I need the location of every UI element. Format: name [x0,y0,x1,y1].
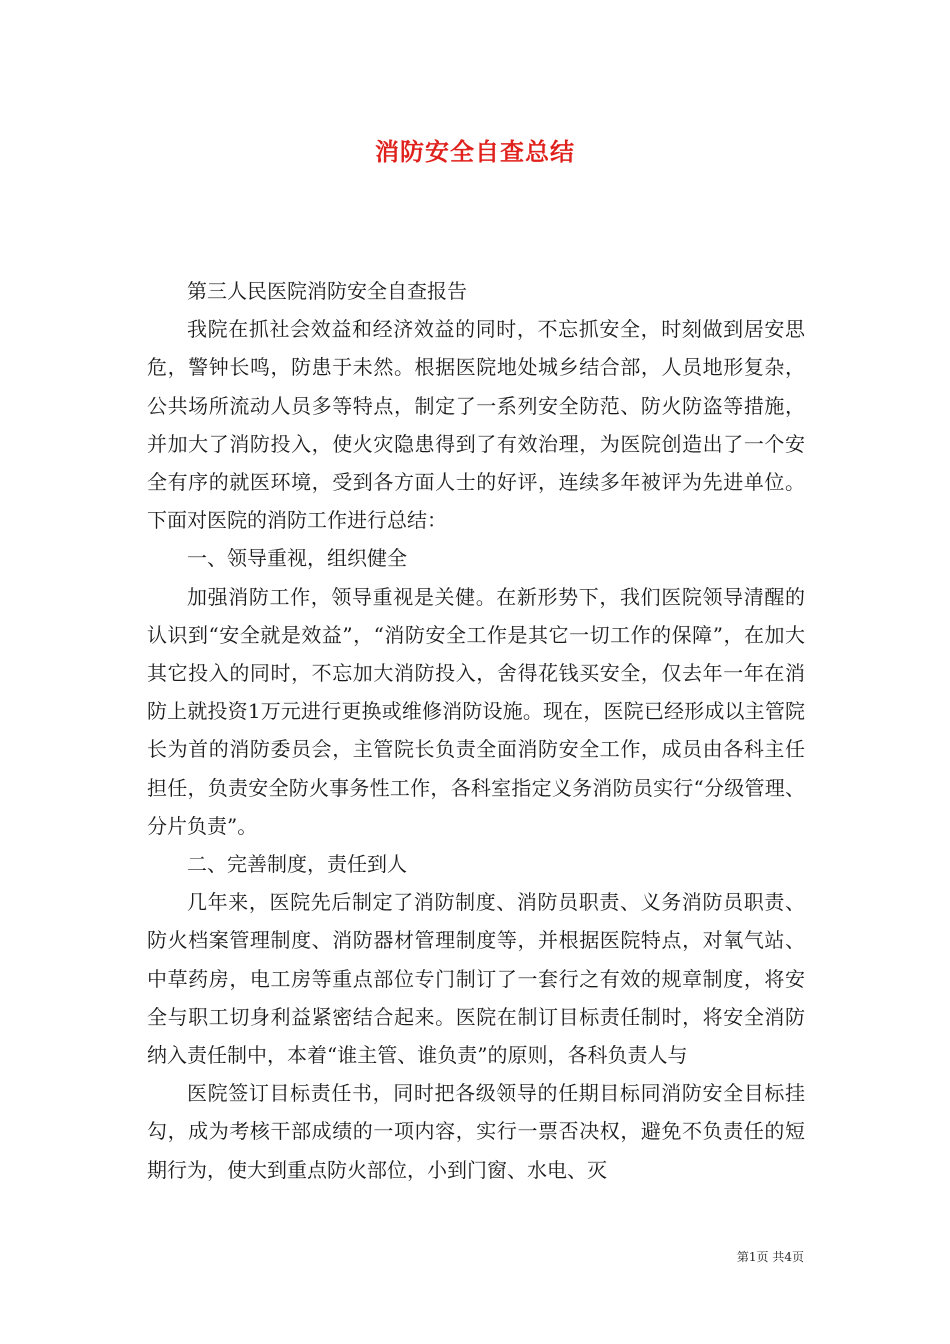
paragraph-intro: 我院在抓社会效益和经济效益的同时，不忘抓安全，时刻做到居安思危，警钟长鸣，防患于未然。根据医院地处城乡结合部，人员地形复杂，公共场所流动人员多等特点，制定了一系列安全防范、防火防盗等措施，并加大了消防投入，使火灾隐患得到了有效治理，为医院创造出了一个安全有序的就医环境，受到各方面人士的好评，连续多年被评为先进单位。下面对医院的消防工作进行总结： [147,317,805,533]
paragraph-section-1: 加强消防工作，领导重视是关健。在新形势下，我们医院领导清醒的认识到“安全就是效益”，“消防安全工作是其它一切工作的保障”，在加大其它投入的同时，不忘加大消防投入，舍得花钱买安全，仅去年一年在消防上就投资1万元进行更换或维修消防设施。现在，医院已经形成以主管院长为首的消防委员会，主管院长负责全面消防安全工作，成员由各科主任担任，负责安全防火事务性工作，各科室指定义务消防员实行“分级管理、分片负责”。 [147,584,805,838]
paragraph-section-2-cont: 医院签订目标责任书，同时把各级领导的任期目标同消防安全目标挂勾，成为考核干部成绩的一项内容，实行一票否决权，避免不负责任的短期行为，使大到重点防火部位，小到门窗、水电、灭 [147,1081,805,1182]
document-title: 消防安全自查总结 [375,137,575,166]
section-heading-1: 一、领导重视，组织健全 [187,546,407,571]
page-number: 第1页 共4页 [736,1250,804,1264]
section-heading-2: 二、完善制度，责任到人 [187,852,407,877]
document-body [147,272,805,1189]
paragraph-section-2: 几年来，医院先后制定了消防制度、消防员职责、义务消防员职责、防火档案管理制度、消防器材管理制度等，并根据医院特点，对氧气站、中草药房，电工房等重点部位专门制订了一套行之有效的规章制度，将安全与职工切身利益紧密结合起来。医院在制订目标责任制时，将安全消防纳入责任制中，本着“谁主管、谁负责”的原则，各科负责人与 [147,890,805,1068]
paragraph-report-title: 第三人民医院消防安全自查报告 [187,279,467,303]
